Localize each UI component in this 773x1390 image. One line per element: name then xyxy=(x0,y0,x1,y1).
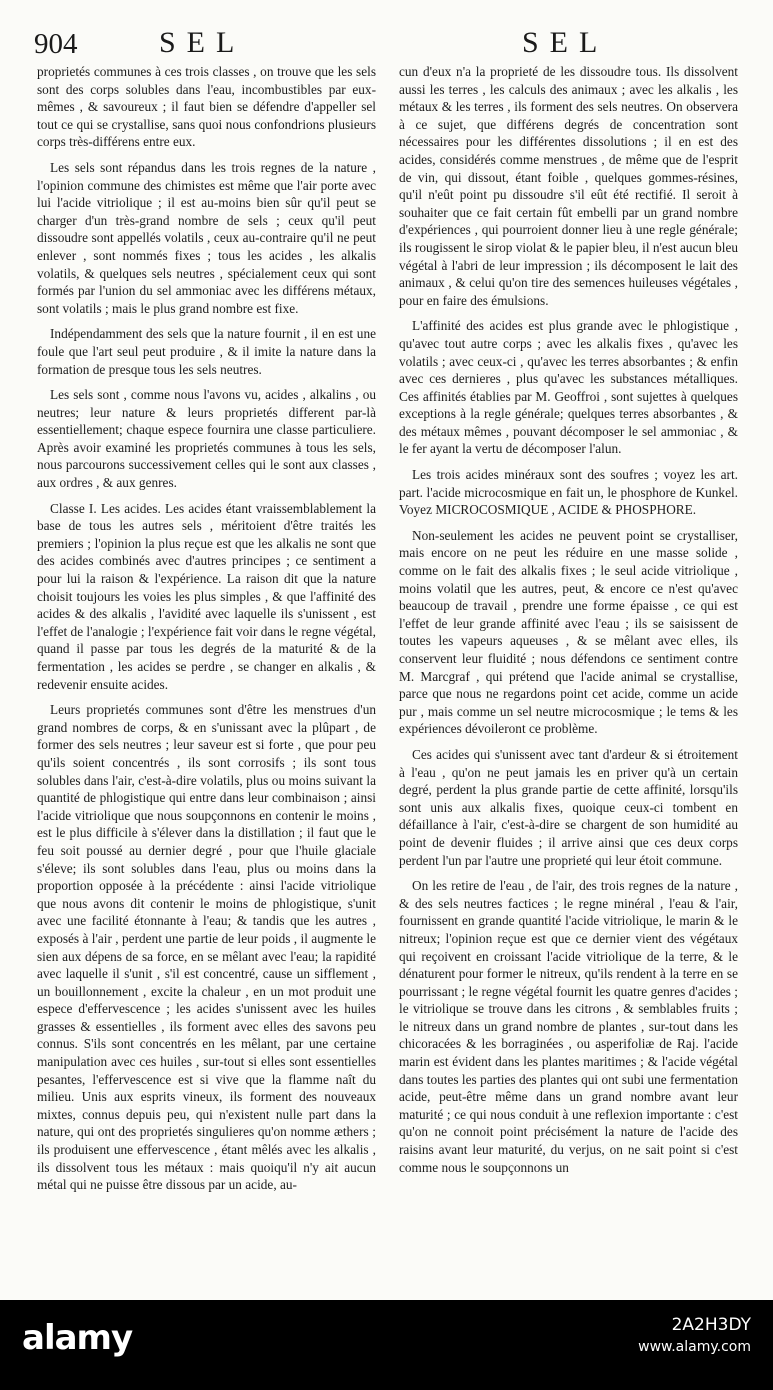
watermark-footer xyxy=(0,1300,773,1390)
right-paragraph: Non-seulement les acides ne peuvent point se crystalliser, mais encore on ne peut les réduire en une masse solide , comme on le fait des alkalis fixes ; le seul acide vitriolique , moins volatil que les autres, peut, & encore ce n'est qu'avec beaucoup de travail , prendre une forme épaisse , ce qui est l'effet de leur grande affinité avec l'eau ; ils se saisissent de toutes les vapeurs aqueuses , & se mêlant avec elles, ils conservent leur fluidité ; nous défendons ce sentiment contre M. Marcgraf , qui prétend que l'acide animal se crystallise, parce que nous ne regardons point cet acide, comme un acide pur , mais comme un sel neutre microcosmique ; le tems & les expériences dévoileront ce problème. xyxy=(399,527,738,737)
image-code: 2A2H3DY xyxy=(671,1315,751,1335)
site-url: www.alamy.com xyxy=(638,1339,751,1355)
right-paragraph: Les trois acides minéraux sont des soufres ; voyez les art. part. l'acide microcosmique en fait un, le phosphore de Kunkel. Voyez MICROCOSMIQUE , ACIDE & PHOSPHORE. xyxy=(399,467,738,518)
image-id-block xyxy=(638,1314,751,1358)
right-paragraph: L'affinité des acides est plus grande avec le phlogistique , qu'avec tout autre corps ; avec les alkalis fixes , qu'avec les volatils ; avec ceux-ci , qu'avec les terres absorbantes ; & enfin avec ces dernieres , plus qu'avec les substances métalliques. Ces affinités établies par M. Geoffroi , sont sujettes à quelques exceptions à la regle générale; quelques terres absorbantes , & des métaux mêmes , pouvant décomposer le sel ammoniac , & le fer ayant la vertu de décomposer l'alun. xyxy=(399,318,738,457)
right-paragraph: Ces acides qui s'unissent avec tant d'ardeur & si étroitement à l'eau , qu'on ne peut jamais les en priver qu'à un certain degré, perdent la plus grande partie de cette affinité, lorsqu'ils sont unis aux alkalis fixes, quoique ceux-ci tombent en défaillance à l'air, c'est-à-dire se chargent de son humidité au point de devenir fluides ; il arrive ainsi que ces deux corps perdent l'un par l'autre une proprieté qui leur étoit commune. xyxy=(399,746,738,868)
left-column xyxy=(37,63,376,1295)
page-number: 904 xyxy=(34,28,78,60)
left-paragraph: Les sels sont , comme nous l'avons vu, acides , alkalins , ou neutres; leur nature & leurs proprietés different par-là essentiellement; chaque espece fournira une classe particuliere. Après avoir examiné les proprietés communes à tous les sels, nous parcourons successivement celles qui le sont aux classes , aux ordres , & aux genres. xyxy=(37,387,376,491)
right-paragraph: On les retire de l'eau , de l'air, des trois regnes de la nature , & des sels neutres factices ; le regne minéral , l'eau & l'air, fournissent en grande quantité l'acide vitriolique, le marin & le nitreux; l'opinion reçue est que ce dernier vient des végétaux qui reçoivent en croissant l'acide vitriolique de la terre, & le dénaturent pour former le nitreux, qu'ils rendent à la terre en se pourrissant ; le regne végétal fournit les quatre genres d'acides ; le vitriolique se trouve dans les citrons , & semblables fruits ; le nitreux dans un grand nombre de plantes , sur-tout dans les chicoracées & les borraginées , ou asperifoliæ de Raj. l'acide marin est évident dans les plantes maritimes ; & l'acide végétal dans toutes les parties des plantes qui ont subi une fermentation acide, peut-être même dans un grand nombre avant leur maturité ; ce qui nous conduit à une reflexion importante : c'est qu'on ne connoit point précisément la nature de l'acide des raisins avant leur maturité, du verjus, on ne sait point si c'est comme nous le soupçonnons un xyxy=(399,878,738,1175)
running-head-right: SEL xyxy=(522,26,609,59)
left-paragraph: proprietés communes à ces trois classes , on trouve que les sels sont des corps solubles dans l'eau, incombustibles par eux-mêmes , & savoureux ; il faut bien se défendre d'appeller sel tout ce qui se crystallise, sans quoi nous confondrions plusieurs corps très-différens entre eux. xyxy=(37,64,376,150)
right-paragraph: cun d'eux n'a la proprieté de les dissoudre tous. Ils dissolvent aussi les terres , les calculs des animaux ; avec les alkalis , les métaux & les terres , ils forment des sels neutres. On observera à ce sujet, que différens degrés de concentration sont nécessaires pour les différentes dissolutions ; il en est des acides, considérés comme menstrues , de même que de l'esprit de vin, qui dissout, étant foible , quelques gommes-résines, qu'il n'eût point pu dissoudre s'il eût été rectifié. Il seroit à souhaiter que ce fait certain fût embelli par un grand nombre d'expériences , qui pourroient donner lieu à une regle générale; ils rougissent le sirop violat & le papier bleu, il n'est aucun bleu végétal à l'abri de leur impression ; ils décomposent le lait des animaux , & celui qu'on tire des semences huileuses végétales , pour en faire des émulsions. xyxy=(399,64,738,308)
left-paragraph: Leurs proprietés communes sont d'être les menstrues d'un grand nombres de corps, & en s'unissant avec la plûpart , de former des sels neutres ; leur saveur est si forte , que pour peu qu'ils soient concentrés , ils sont corrosifs ; ils sont tous solubles dans l'air, c'est-à-dire volatils, plus ou moins suivant la quantité de phlogistique qui entre dans leur combinaison ; ainsi l'acide vitriolique que nous soupçonnons en contenir le moins , est le plus difficile à s'élever dans la distillation ; il faut que le feu soit poussé au dernier degré , pour que l'huile glaciale s'éleve; ils sont solubles dans l'eau, plus ou moins dans la proportion opposée à la précédente : ainsi l'acide vitriolique que nous avons dit contenir le moins de phlogistique, s'unit avec une facilité étonnante à l'eau; & tandis que les autres , exposés à l'air , perdent une partie de leur poids , il augmente le sien aux dépens de sa force, en se mêlant avec l'eau; la rapidité avec laquelle il s'unit , s'il est concentré, cause un sifflement , un bouillonnement , excite la chaleur , en un mot produit une espece d'effervescence ; les acides s'unissent avec les huiles grasses & essentielles , ils forment avec elles des savons peu connus. S'ils sont concentrés en les mêlant, par une certaine manipulation avec ces huiles , sur-tout si elles sont essentielles pesantes, l'effervescence est si vive que la flamme naît du milieu. Unis aux esprits vineux, ils forment des nouveaux mixtes, connus depuis peu, qui n'existent nulle part dans la nature, qui ont des proprietés singulieres qu'on nomme æthers ; ils produisent une effervescence , étant mêlés avec les alkalis , ils dissolvent tous les métaux : mais quoiqu'il n'y ait aucun métal qui ne puisse être dissous par un acide, au- xyxy=(37,702,376,1193)
left-paragraph: Indépendamment des sels que la nature fournit , il en est une foule que l'art seul peut produire , & il imite la nature dans la formation de presque tous les sels neutres. xyxy=(37,326,376,377)
brand-logo: alamy xyxy=(22,1318,133,1358)
left-paragraph: Classe I. Les acides. Les acides étant vraissemblablement la base de tous les autres sels , méritoient d'être traités les premiers ; l'opinion la plus reçue est que les alkalis ne sont que des acides combinés avec d'autres principes ; ce sentiment a pour lui la raison & l'expérience. La raison dit que la nature choisit toujours les voies les plus simples , & que l'affinité des acides & des alkalis , l'avidité avec laquelle ils s'unissent , est l'effet de l'analogie ; l'expérience fait voir dans le regne végétal, quand il passe par tous les degrés de la maturité & de la fermentation , les acides se perdre , se changer en alkalis , & redevenir ensuite acides. xyxy=(37,500,376,692)
left-paragraph: Les sels sont répandus dans les trois regnes de la nature , l'opinion commune des chimistes est même que l'air porte avec lui l'acide vitriolique ; il est au-moins bien sûr qu'il peut se charger d'un très-grand nombre de sels ; ceux qu'il peut dissoudre sont appellés volatils , ceux au-contraire qu'il ne peut enlever , sont nommés fixes ; tous les acides , les alkalis volatils, & quelques sels neutres , spécialement ceux qui sont formés par l'union du sel ammoniac avec les différens métaux, sont volatils ; mais le plus grand nombre est fixe. xyxy=(37,159,376,316)
right-column xyxy=(399,63,738,1295)
running-head-left: SEL xyxy=(159,26,246,59)
